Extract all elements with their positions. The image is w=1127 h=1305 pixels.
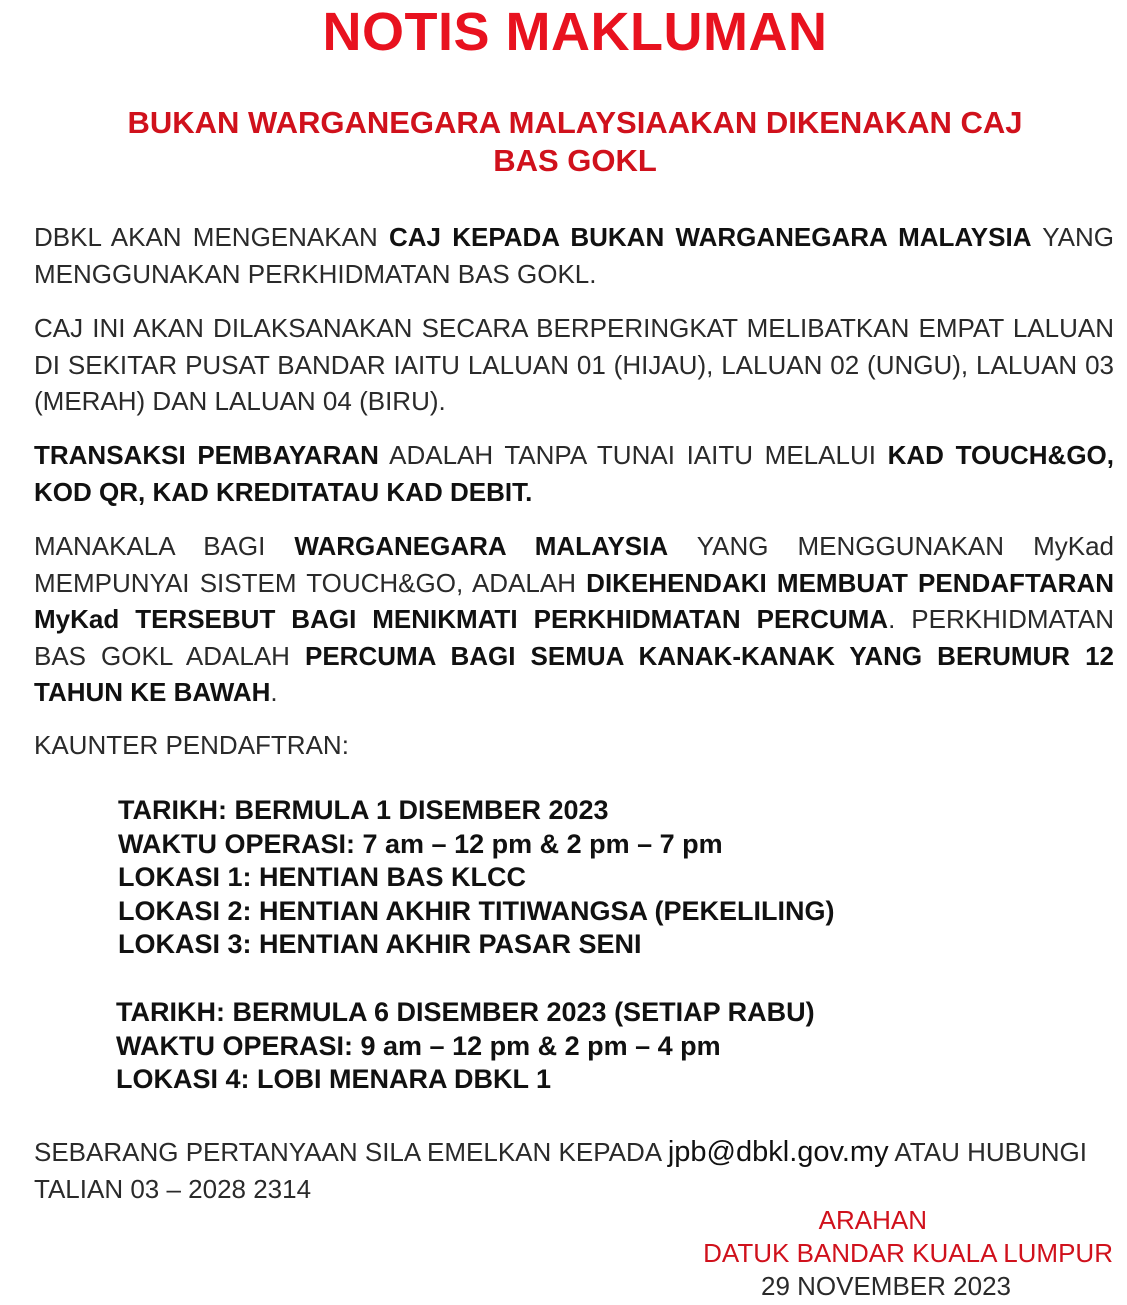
- contact-text-b: ATAU HUBUNGI TALIAN 03 – 2028 2314: [34, 1137, 1087, 1204]
- schedule-block-1: [118, 794, 835, 962]
- schedule-2-location-4: LOKASI 4: LOBI MENARA DBKL 1: [116, 1064, 552, 1094]
- contact-text-a: SEBARANG PERTANYAAN SILA EMELKAN KEPADA: [34, 1137, 668, 1167]
- schedule-2-hours: WAKTU OPERASI: 9 am – 12 pm & 2 pm – 4 pm: [116, 1030, 721, 1061]
- p3-text-b: ADALAH TANPA TUNAI IAITU MELALUI: [378, 440, 888, 470]
- paragraph-payment: [34, 437, 1114, 510]
- schedule-block-2: [116, 996, 815, 1097]
- p1-text-a: DBKL AKAN MENGENAKAN: [34, 222, 389, 252]
- p4-text-g: .: [270, 677, 278, 707]
- subtitle-line-2: BAS GOKL: [493, 143, 657, 178]
- registration-counter-heading: KAUNTER PENDAFTRAN:: [34, 730, 349, 760]
- signoff-block: [613, 1204, 1113, 1303]
- schedule-1-location-2: LOKASI 2: HENTIAN AKHIR TITIWANGSA (PEKELILING): [118, 895, 835, 926]
- p4-text-e: . PERKHIDMATAN BAS GOKL ADALAH: [34, 604, 1114, 671]
- signoff-order: ARAHAN: [818, 1205, 927, 1235]
- schedule-1-location-3: LOKASI 3: HENTIAN AKHIR PASAR SENI: [118, 929, 642, 959]
- notice-subtitle: [60, 104, 1090, 180]
- paragraph-charge-announcement: [34, 219, 1114, 292]
- signoff-date: 29 NOVEMBER 2023: [760, 1271, 1011, 1301]
- schedule-2-date: TARIKH: BERMULA 6 DISEMBER 2023 (SETIAP RABU): [116, 997, 815, 1027]
- schedule-1-date: TARIKH: BERMULA 1 DISEMBER 2023: [118, 795, 609, 825]
- paragraph-routes: CAJ INI AKAN DILAKSANAKAN SECARA BERPERINGKAT MELIBATKAN EMPAT LALUAN DI SEKITAR PUSAT BANDAR IAITU LALUAN 01 (HIJAU), LALUAN 02 (UNGU), LALUAN 03 (MERAH) DAN LALUAN 04 (BIRU).: [34, 313, 1114, 416]
- p4-text-bold-b: WARGANEGARA MALAYSIA: [294, 531, 669, 561]
- paragraph-citizens: [34, 528, 1114, 711]
- p3-text-bold-c: KAD TOUCH&GO, KOD QR, KAD KREDITATAU KAD DEBIT.: [34, 440, 1115, 507]
- signoff-authority: DATUK BANDAR KUALA LUMPUR: [703, 1238, 1113, 1268]
- p4-text-c: YANG MENGGUNAKAN MyKad MEMPUNYAI SISTEM TOUCH&GO, ADALAH: [34, 531, 1114, 598]
- contact-info: [34, 1134, 1124, 1207]
- p3-text-bold-a: TRANSAKSI PEMBAYARAN: [34, 440, 379, 470]
- p1-text-c: YANG MENGGUNAKAN PERKHIDMATAN BAS GOKL.: [34, 222, 1114, 289]
- schedule-1-location-1: LOKASI 1: HENTIAN BAS KLCC: [118, 862, 527, 892]
- contact-email: jpb@dbkl.gov.my: [667, 1136, 889, 1168]
- p4-text-bold-f: PERCUMA BAGI SEMUA KANAK-KANAK YANG BERUMUR 12 TAHUN KE BAWAH: [34, 640, 1114, 707]
- subtitle-line-1: BUKAN WARGANEGARA MALAYSIAAKAN DIKENAKAN CAJ: [127, 105, 1023, 140]
- p1-text-bold: CAJ KEPADA BUKAN WARGANEGARA MALAYSIA: [388, 222, 1032, 252]
- p4-text-bold-d: DIKEHENDAKI MEMBUAT PENDAFTARAN MyKad TERSEBUT BAGI MENIKMATI PERKHIDMATAN PERCUMA: [34, 567, 1114, 634]
- p4-text-a: MANAKALA BAGI: [34, 531, 295, 561]
- notice-title: NOTIS MAKLUMAN: [322, 2, 828, 62]
- schedule-1-hours: WAKTU OPERASI: 7 am – 12 pm & 2 pm – 7 pm: [118, 828, 723, 859]
